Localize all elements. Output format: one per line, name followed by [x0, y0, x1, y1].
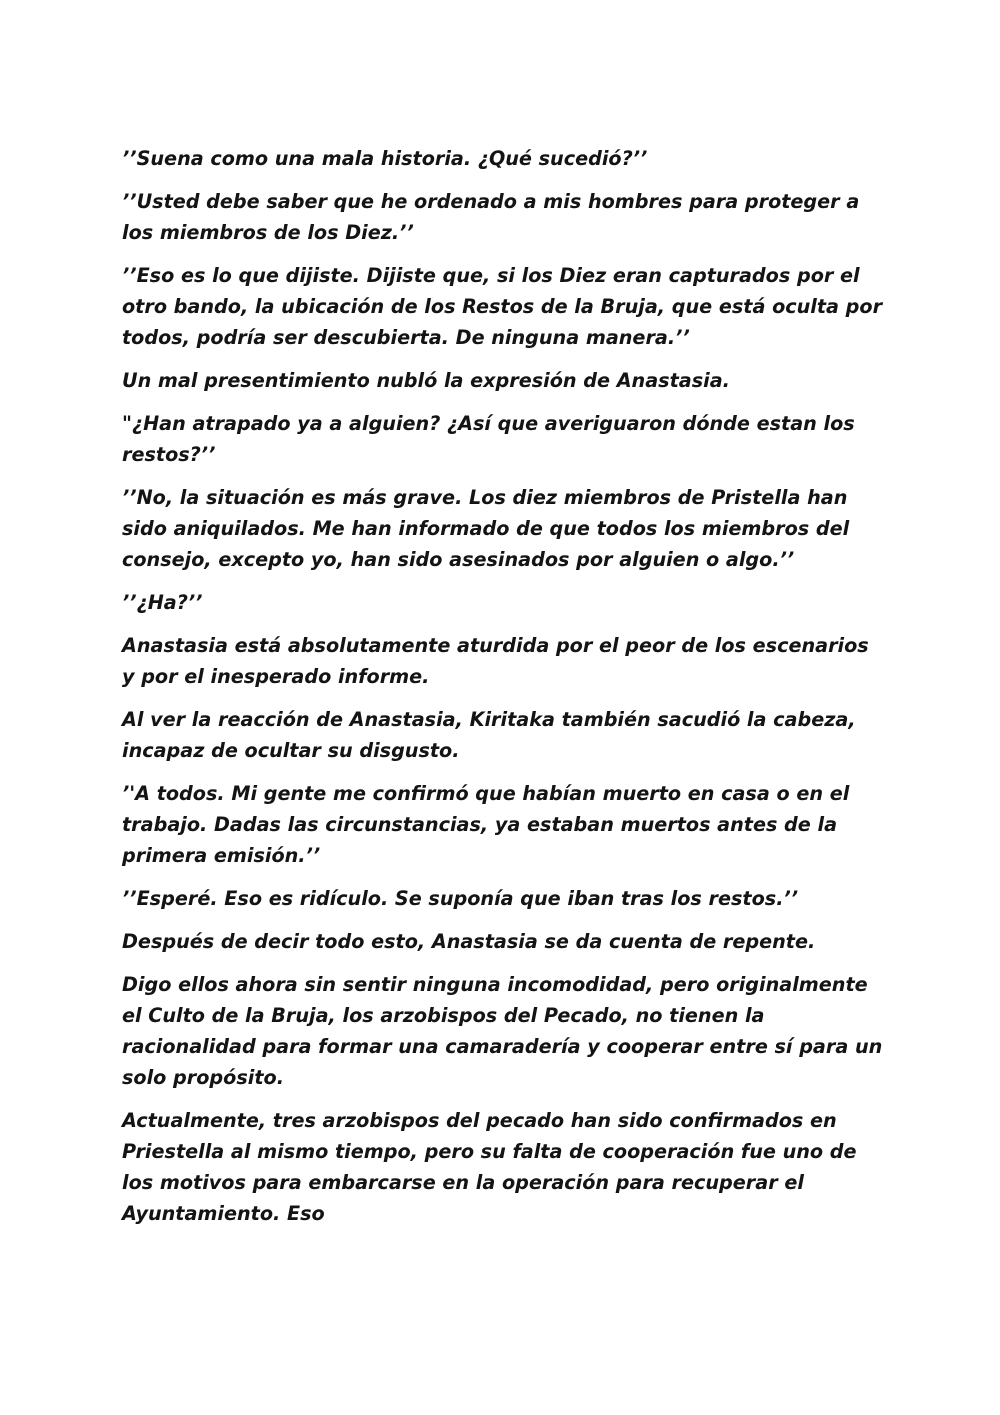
paragraph: Después de decir todo esto, Anastasia se da cuenta de repente.	[122, 930, 816, 953]
paragraph: ’'A todos. Mi gente me confirmó que habían muerto en casa o en el trabajo. Dadas las circunstancias, ya estaban muertos antes de la primera emisión.’’	[122, 782, 850, 867]
paragraph: ’’Eso es lo que dijiste. Dijiste que, si los Diez eran capturados por el otro bando, la ubicación de los Restos de la Bruja, que está oculta por todos, podría ser descubierta. De ninguna manera.’’	[122, 264, 883, 349]
paragraph: Actualmente, tres arzobispos del pecado han sido confirmados en Priestella al mismo tiempo, pero su falta de cooperación fue uno de los motivos para embarcarse en la operación para recuperar el Ayuntamiento. Eso	[122, 1109, 857, 1225]
paragraph: "¿Han atrapado ya a alguien? ¿Así que averiguaron dónde estan los restos?’’	[122, 412, 855, 466]
paragraph: ’’Esperé. Eso es ridículo. Se suponía que iban tras los restos.’’	[122, 887, 799, 910]
paragraph: ’’Usted debe saber que he ordenado a mis hombres para proteger a los miembros de los Diez.’’	[122, 190, 860, 244]
paragraph: Digo ellos ahora sin sentir ninguna incomodidad, pero originalmente el Culto de la Bruja, los arzobispos del Pecado, no tienen la racionalidad para formar una camaradería y cooperar entre sí para un solo propósito.	[122, 973, 883, 1089]
paragraph: ’’Suena como una mala historia. ¿Qué sucedió?’’	[122, 147, 648, 170]
paragraph: Al ver la reacción de Anastasia, Kiritaka también sacudió la cabeza, incapaz de ocultar su disgusto.	[122, 708, 856, 762]
paragraph: Un mal presentimiento nubló la expresión de Anastasia.	[122, 369, 730, 392]
paragraph: ’’¿Ha?’’	[122, 591, 203, 614]
paragraph: ’’No, la situación es más grave. Los diez miembros de Pristella han sido aniquilados. Me han informado de que todos los miembros del consejo, excepto yo, han sido asesinados por alguien o algo.’’	[122, 486, 850, 571]
document-body	[122, 143, 887, 1241]
paragraph: Anastasia está absolutamente aturdida por el peor de los escenarios y por el inesperado informe.	[122, 634, 869, 688]
